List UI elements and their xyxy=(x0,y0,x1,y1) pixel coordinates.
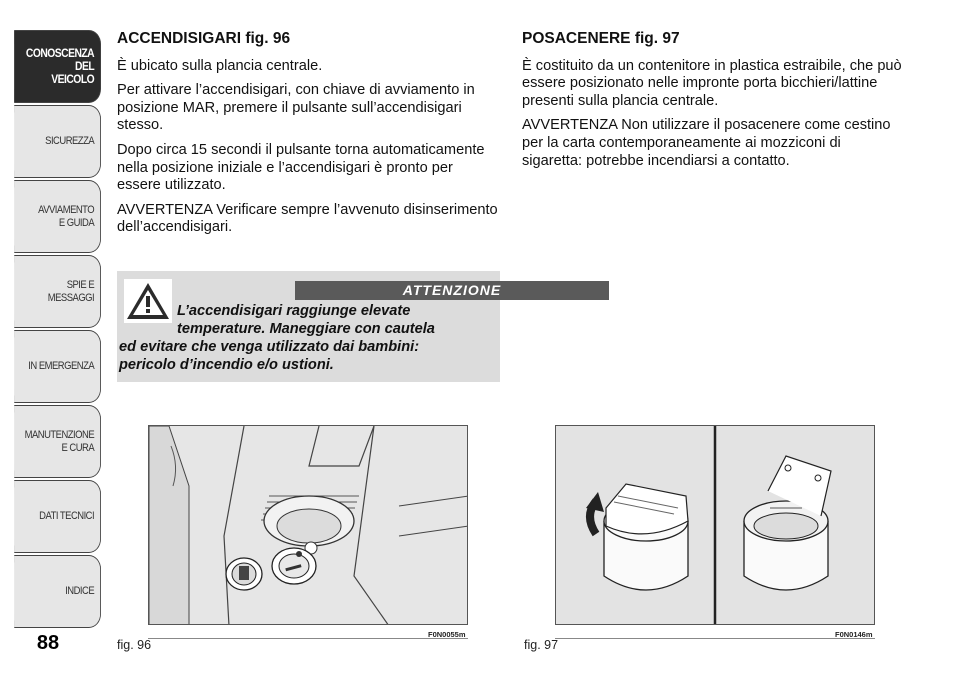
warning-line: ed evitare che venga utilizzato dai bambini: xyxy=(119,339,420,355)
ashtray-section xyxy=(522,30,904,177)
caption-rule xyxy=(148,638,468,639)
warning-box xyxy=(117,271,500,382)
tab-spie-e-messaggi[interactable]: SPIE E MESSAGGI xyxy=(14,255,101,328)
warning-line: pericolo d’incendio e/o ustioni. xyxy=(119,357,334,373)
paragraph: AVVERTENZA Verificare sempre l’avvenuto disinserimento dell’accendisigari. xyxy=(117,201,498,236)
section-heading: ACCENDISIGARI fig. 96 xyxy=(117,30,291,47)
paragraph: È costituito da un contenitore in plastica estraibile, che può essere posizionato nelle impronte porta bicchieri/lattine presenti sulla plancia centrale. xyxy=(522,57,902,109)
warning-line: temperature. Maneggiare con cautela xyxy=(177,321,435,337)
tab-dati-tecnici[interactable]: DATI TECNICI xyxy=(14,480,101,553)
tab-indice[interactable]: INDICE xyxy=(14,555,101,628)
tab-manutenzione-e-cura[interactable]: MANUTENZIONE E CURA xyxy=(14,405,101,478)
tab-avviamento-e-guida[interactable]: AVVIAMENTO E GUIDA xyxy=(14,180,101,253)
figure-code: F0N0146m xyxy=(835,630,873,639)
tab-sicurezza[interactable]: SICUREZZA xyxy=(14,105,101,178)
lighter-drawing xyxy=(149,426,468,625)
ashtray-drawing xyxy=(556,426,875,625)
paragraph: Per attivare l’accendisigari, con chiave di avviamento in posizione MAR, premere il pulsante sull’accendisigari stesso. xyxy=(117,82,475,134)
paragraph: AVVERTENZA Non utilizzare il posacenere come cestino per la carta contemporaneamente ai mozziconi di sigaretta: potrebbe incendiarsi a contatto. xyxy=(522,117,891,169)
figure-97-ashtray-illustration xyxy=(555,425,875,625)
caption-rule xyxy=(555,638,875,639)
figure-caption: fig. 97 xyxy=(524,638,559,652)
paragraph: Dopo circa 15 secondi il pulsante torna automaticamente nella posizione iniziale e l’accendisigari è pronto per essere utilizzato. xyxy=(117,141,485,194)
tab-in-emergenza[interactable]: IN EMERGENZA xyxy=(14,330,101,403)
page-number: 88 xyxy=(36,632,60,654)
figure-caption: fig. 96 xyxy=(117,638,152,652)
paragraph: È ubicato sulla plancia centrale. xyxy=(117,57,323,74)
warning-title: ATTENZIONE xyxy=(295,281,609,300)
figure-96-lighter-illustration xyxy=(148,425,468,625)
warning-line: L’accendisigari raggiunge elevate xyxy=(177,303,411,319)
section-heading: POSACENERE fig. 97 xyxy=(522,30,680,47)
cigarette-lighter-section xyxy=(117,30,499,244)
warning-text xyxy=(117,302,500,374)
tab-conoscenza-del-veicolo[interactable]: CONOSCENZA DEL VEICOLO xyxy=(14,30,101,103)
figure-code: F0N0055m xyxy=(428,630,466,639)
